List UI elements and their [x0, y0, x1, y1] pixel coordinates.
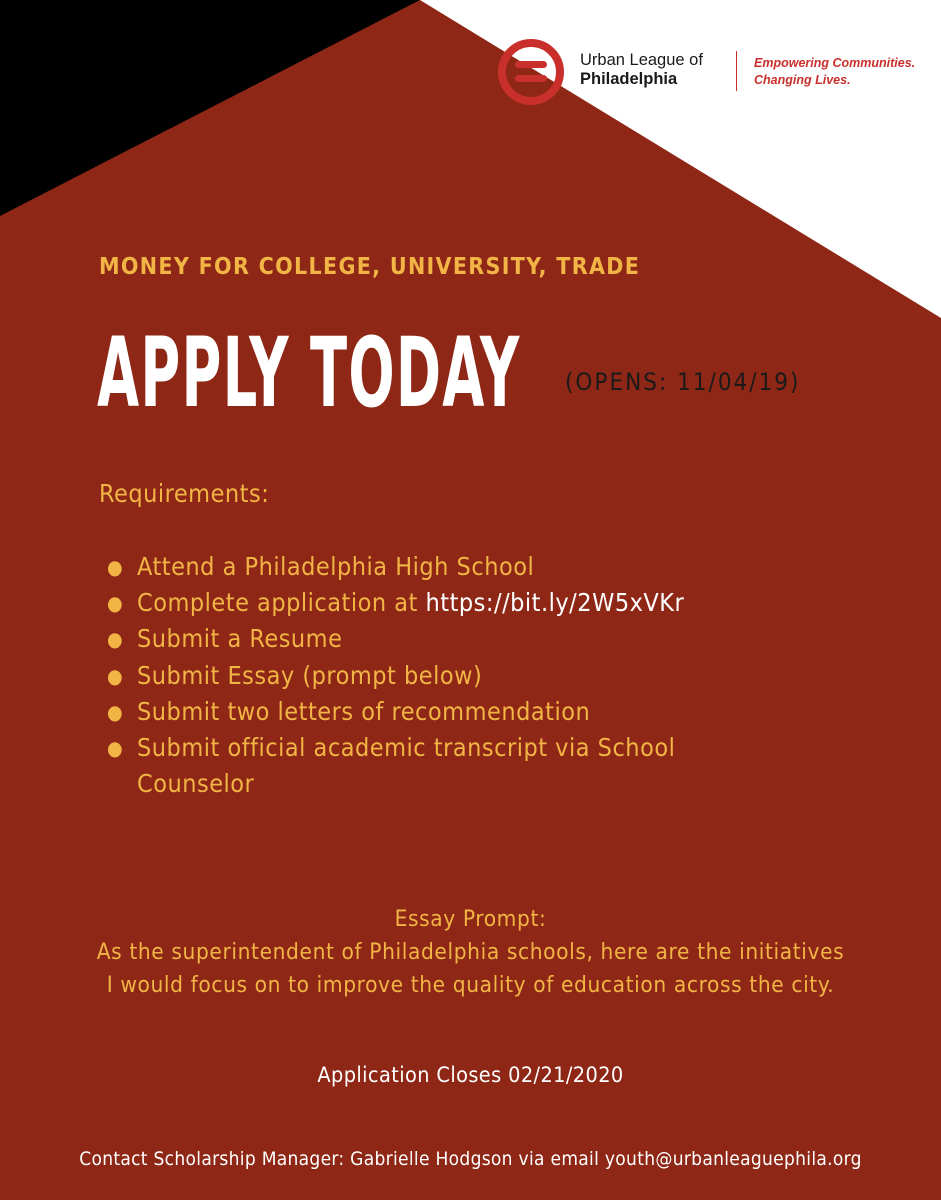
logo-tagline-line-1: Empowering Communities.: [754, 56, 916, 70]
requirement-text: Submit a Resume: [137, 624, 343, 654]
requirement-text: Submit Essay (prompt below): [137, 660, 483, 690]
requirement-text: Submit two letters of recommendation: [137, 696, 591, 726]
requirements-title: Requirements:: [99, 479, 270, 508]
requirement-item: [103, 549, 763, 585]
black-corner-shape: [0, 0, 420, 216]
requirement-item: [103, 621, 763, 657]
essay-prompt-title: Essay Prompt:: [394, 906, 547, 932]
logo-divider: [736, 51, 737, 91]
eyebrow-heading: MONEY FOR COLLEGE, UNIVERSITY, TRADE: [99, 254, 641, 280]
bullet-icon: ●: [107, 736, 124, 761]
logo-tagline-line-2: Changing Lives.: [754, 73, 851, 87]
requirement-item: [103, 585, 763, 621]
urban-league-logo: [496, 37, 916, 109]
requirement-text: Complete application at: [137, 588, 426, 618]
requirement-text: Submit official academic transcript via School Counselor: [137, 733, 676, 799]
requirement-item: [103, 658, 763, 694]
requirements-list: [103, 549, 763, 802]
essay-prompt-line-1: As the superintendent of Philadelphia schools, here are the initiatives: [96, 939, 845, 965]
logo-name-line-1: Urban League of: [580, 51, 703, 69]
bullet-icon: ●: [107, 591, 124, 616]
contact-info: Contact Scholarship Manager: Gabrielle Hodgson via email youth@urbanleaguephila.org: [79, 1148, 862, 1170]
application-link[interactable]: https://bit.ly/2W5xVKr: [425, 588, 685, 618]
headline: APPLY TODAY: [97, 317, 521, 429]
requirement-item: [103, 730, 763, 802]
essay-prompt-line-2: I would focus on to improve the quality of education across the city.: [106, 972, 835, 998]
essay-prompt: [0, 903, 941, 1002]
bullet-icon: ●: [107, 699, 124, 724]
bullet-icon: ●: [107, 555, 124, 579]
bullet-icon: ●: [107, 663, 124, 688]
logo-name-line-2: Philadelphia: [580, 70, 678, 88]
application-closes: Application Closes 02/21/2020: [317, 1063, 624, 1088]
bullet-icon: ●: [107, 627, 124, 652]
requirement-item: [103, 694, 763, 730]
requirement-text: Attend a Philadelphia High School: [137, 552, 535, 581]
opens-date: (OPENS: 11/04/19): [565, 368, 801, 396]
urban-league-equals-circle-icon: [496, 37, 566, 107]
